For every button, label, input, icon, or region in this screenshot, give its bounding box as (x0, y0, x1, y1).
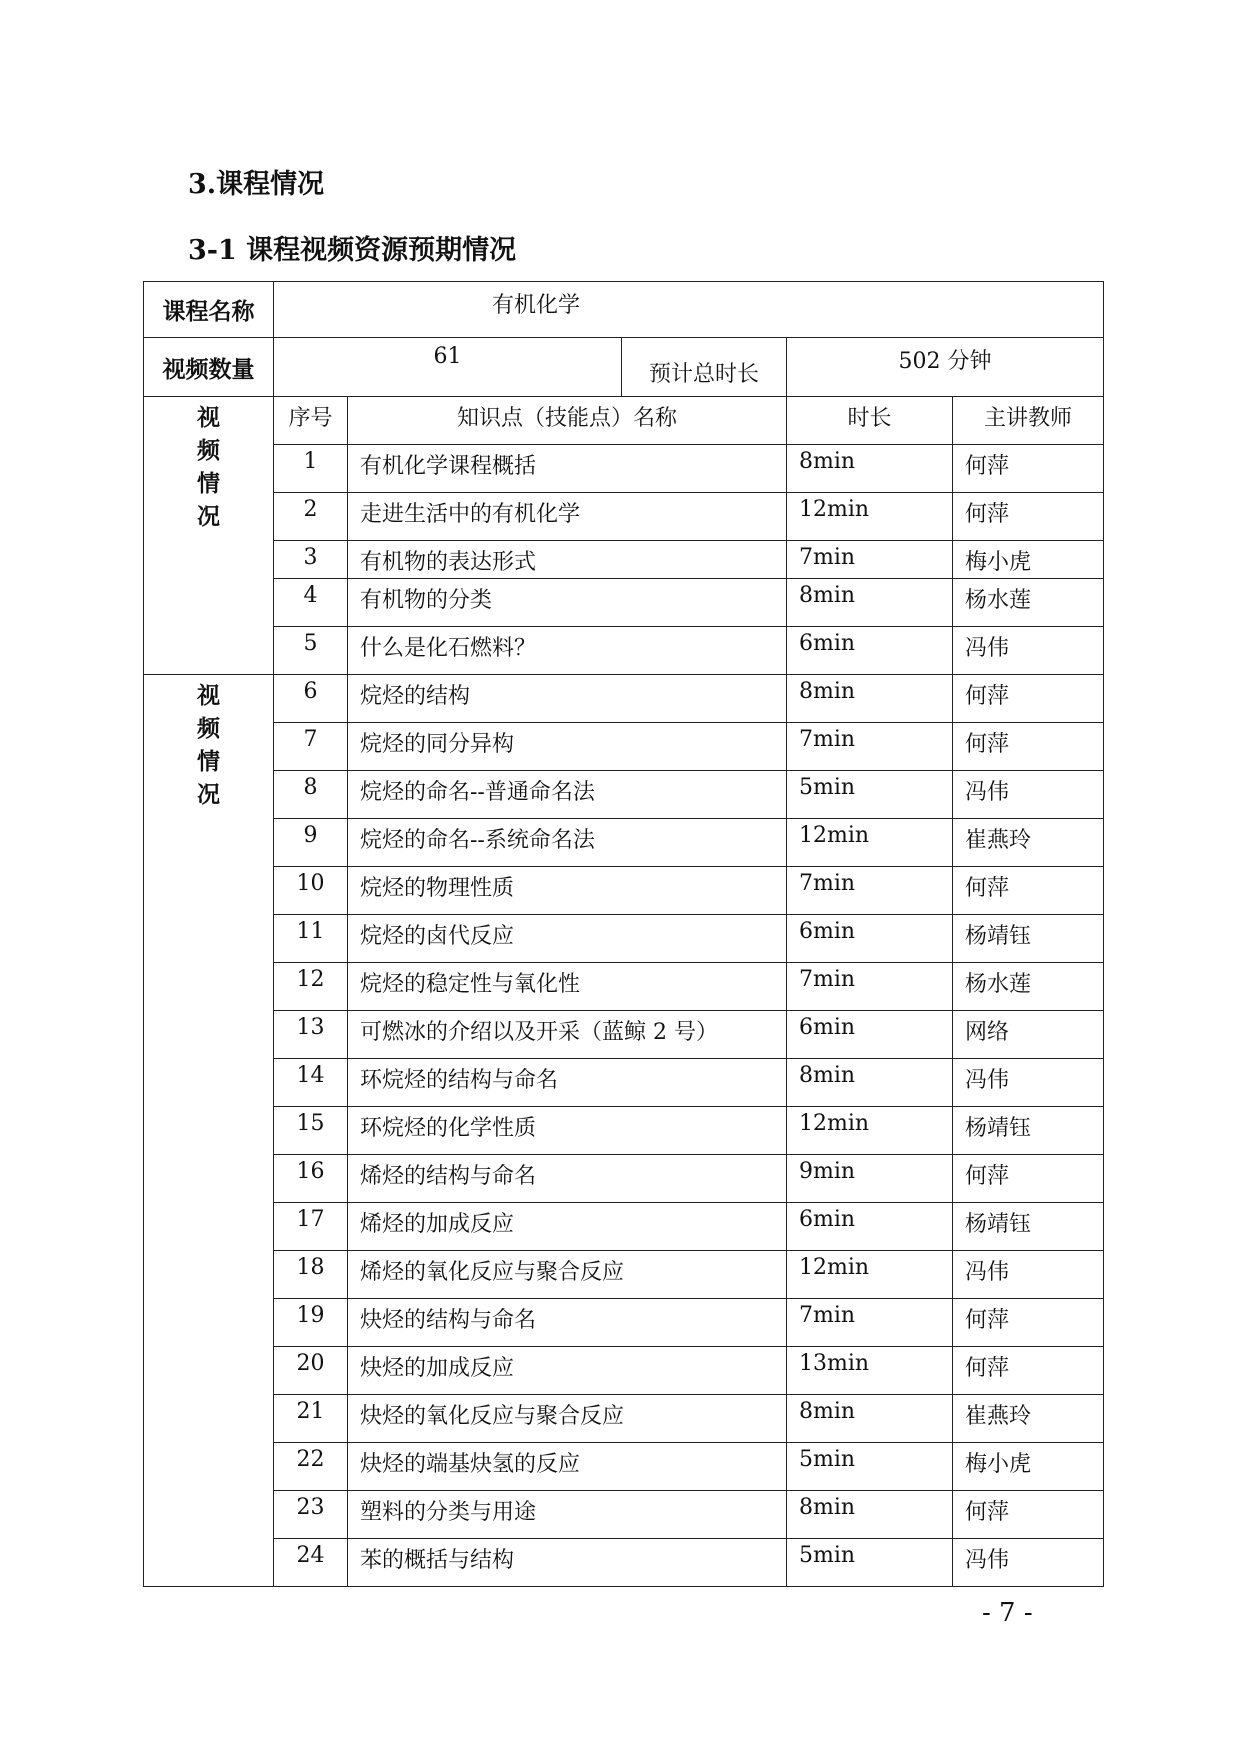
row-length: 5min (787, 1539, 953, 1587)
table-row (144, 1491, 1104, 1539)
header-teacher: 主讲教师 (953, 397, 1104, 445)
total-duration-label: 预计总时长 (622, 338, 787, 397)
header-topic: 知识点（技能点）名称 (348, 397, 787, 445)
row-teacher: 冯伟 (953, 771, 1104, 819)
row-teacher: 崔燕玲 (953, 819, 1104, 867)
row-topic: 环烷烃的化学性质 (348, 1107, 787, 1155)
row-teacher: 杨靖钰 (953, 1203, 1104, 1251)
section-label-1 (144, 397, 274, 675)
table-row (144, 579, 1104, 627)
row-length: 12min (787, 1251, 953, 1299)
table-row (144, 675, 1104, 723)
row-teacher: 何萍 (953, 1347, 1104, 1395)
row-index: 6 (274, 675, 348, 723)
row-teacher: 杨靖钰 (953, 1107, 1104, 1155)
row-length: 5min (787, 1443, 953, 1491)
row-length: 6min (787, 1011, 953, 1059)
table-row (144, 819, 1104, 867)
row-index: 16 (274, 1155, 348, 1203)
table-row (144, 1011, 1104, 1059)
video-count-value: 61 (274, 338, 622, 397)
row-length: 7min (787, 867, 953, 915)
row-teacher: 何萍 (953, 493, 1104, 541)
table-row (144, 541, 1104, 579)
section-label-char: 况 (197, 503, 220, 530)
row-topic: 什么是化石燃料？ (348, 627, 787, 675)
row-index: 20 (274, 1347, 348, 1395)
table-row (144, 963, 1104, 1011)
row-topic: 苯的概括与结构 (348, 1539, 787, 1587)
row-teacher: 网络 (953, 1011, 1104, 1059)
row-topic: 有机物的表达形式 (348, 541, 787, 579)
row-teacher: 崔燕玲 (953, 1395, 1104, 1443)
section-heading: 3.课程情况 (188, 169, 325, 200)
row-length: 5min (787, 771, 953, 819)
row-length: 6min (787, 627, 953, 675)
row-index: 23 (274, 1491, 348, 1539)
course-name-row (144, 282, 1104, 338)
row-teacher: 何萍 (953, 445, 1104, 493)
table-row (144, 1395, 1104, 1443)
table-row (144, 1347, 1104, 1395)
row-index: 18 (274, 1251, 348, 1299)
page-number: - 7 - (982, 1598, 1033, 1628)
row-teacher: 何萍 (953, 723, 1104, 771)
row-teacher: 梅小虎 (953, 541, 1104, 579)
row-topic: 环烷烃的结构与命名 (348, 1059, 787, 1107)
row-index: 4 (274, 579, 348, 627)
header-index: 序号 (274, 397, 348, 445)
row-teacher: 杨水莲 (953, 579, 1104, 627)
row-topic: 有机化学课程概括 (348, 445, 787, 493)
row-teacher: 何萍 (953, 1155, 1104, 1203)
column-header-row (144, 397, 1104, 445)
table-row (144, 1059, 1104, 1107)
table-row (144, 1299, 1104, 1347)
row-index: 11 (274, 915, 348, 963)
row-index: 10 (274, 867, 348, 915)
row-topic: 烷烃的命名--系统命名法 (348, 819, 787, 867)
row-index: 21 (274, 1395, 348, 1443)
row-teacher: 何萍 (953, 1491, 1104, 1539)
row-index: 12 (274, 963, 348, 1011)
row-length: 8min (787, 445, 953, 493)
row-index: 1 (274, 445, 348, 493)
row-topic: 烷烃的同分异构 (348, 723, 787, 771)
row-length: 12min (787, 493, 953, 541)
row-teacher: 冯伟 (953, 1539, 1104, 1587)
row-length: 8min (787, 675, 953, 723)
row-topic: 塑料的分类与用途 (348, 1491, 787, 1539)
row-index: 17 (274, 1203, 348, 1251)
section-label-char: 频 (197, 437, 220, 464)
course-video-table (143, 281, 1104, 1587)
section-label-char: 视 (197, 404, 220, 431)
table-row (144, 915, 1104, 963)
row-topic: 烯烃的氧化反应与聚合反应 (348, 1251, 787, 1299)
course-name-value: 有机化学 (274, 282, 1104, 338)
header-length: 时长 (787, 397, 953, 445)
row-teacher: 杨水莲 (953, 963, 1104, 1011)
row-index: 22 (274, 1443, 348, 1491)
row-index: 3 (274, 541, 348, 579)
section-label-char: 频 (197, 715, 220, 742)
section-label-2 (144, 675, 274, 1587)
row-topic: 烯烃的结构与命名 (348, 1155, 787, 1203)
row-teacher: 梅小虎 (953, 1443, 1104, 1491)
row-topic: 走进生活中的有机化学 (348, 493, 787, 541)
row-length: 6min (787, 915, 953, 963)
row-index: 8 (274, 771, 348, 819)
total-duration-value: 502 分钟 (787, 338, 1104, 397)
row-length: 7min (787, 1299, 953, 1347)
row-length: 12min (787, 819, 953, 867)
row-length: 13min (787, 1347, 953, 1395)
row-length: 7min (787, 963, 953, 1011)
row-topic: 烯烃的加成反应 (348, 1203, 787, 1251)
table-row (144, 1155, 1104, 1203)
row-index: 7 (274, 723, 348, 771)
row-teacher: 冯伟 (953, 627, 1104, 675)
row-topic: 炔烃的端基炔氢的反应 (348, 1443, 787, 1491)
table-row (144, 627, 1104, 675)
row-index: 9 (274, 819, 348, 867)
row-topic: 炔烃的结构与命名 (348, 1299, 787, 1347)
subsection-heading: 3-1 课程视频资源预期情况 (188, 235, 517, 266)
row-index: 14 (274, 1059, 348, 1107)
table-row (144, 1203, 1104, 1251)
row-length: 8min (787, 1491, 953, 1539)
row-teacher: 何萍 (953, 675, 1104, 723)
row-teacher: 何萍 (953, 867, 1104, 915)
row-topic: 烷烃的卤代反应 (348, 915, 787, 963)
row-length: 8min (787, 579, 953, 627)
table-row (144, 493, 1104, 541)
table-row (144, 445, 1104, 493)
table-row (144, 1443, 1104, 1491)
row-topic: 可燃冰的介绍以及开采（蓝鲸 2 号） (348, 1011, 787, 1059)
row-topic: 有机物的分类 (348, 579, 787, 627)
row-topic: 烷烃的稳定性与氧化性 (348, 963, 787, 1011)
row-length: 8min (787, 1059, 953, 1107)
row-index: 19 (274, 1299, 348, 1347)
table-row (144, 867, 1104, 915)
row-length: 7min (787, 541, 953, 579)
table-row (144, 1539, 1104, 1587)
row-topic: 烷烃的物理性质 (348, 867, 787, 915)
row-teacher: 杨靖钰 (953, 915, 1104, 963)
row-teacher: 冯伟 (953, 1251, 1104, 1299)
table-row (144, 1107, 1104, 1155)
row-teacher: 冯伟 (953, 1059, 1104, 1107)
table-row (144, 1251, 1104, 1299)
row-topic: 烷烃的命名--普通命名法 (348, 771, 787, 819)
row-length: 7min (787, 723, 953, 771)
row-topic: 烷烃的结构 (348, 675, 787, 723)
table-row (144, 723, 1104, 771)
row-length: 6min (787, 1203, 953, 1251)
row-topic: 炔烃的氧化反应与聚合反应 (348, 1395, 787, 1443)
section-label-char: 情 (197, 470, 220, 497)
table-row (144, 771, 1104, 819)
row-topic: 炔烃的加成反应 (348, 1347, 787, 1395)
row-index: 13 (274, 1011, 348, 1059)
row-teacher: 何萍 (953, 1299, 1104, 1347)
row-index: 2 (274, 493, 348, 541)
row-length: 8min (787, 1395, 953, 1443)
section-label-char: 况 (197, 781, 220, 808)
row-index: 15 (274, 1107, 348, 1155)
row-index: 24 (274, 1539, 348, 1587)
course-name-label: 课程名称 (144, 282, 274, 338)
video-count-row (144, 338, 1104, 397)
row-length: 12min (787, 1107, 953, 1155)
row-length: 9min (787, 1155, 953, 1203)
section-label-char: 情 (197, 748, 220, 775)
video-count-label: 视频数量 (144, 338, 274, 397)
row-index: 5 (274, 627, 348, 675)
section-label-char: 视 (197, 682, 220, 709)
